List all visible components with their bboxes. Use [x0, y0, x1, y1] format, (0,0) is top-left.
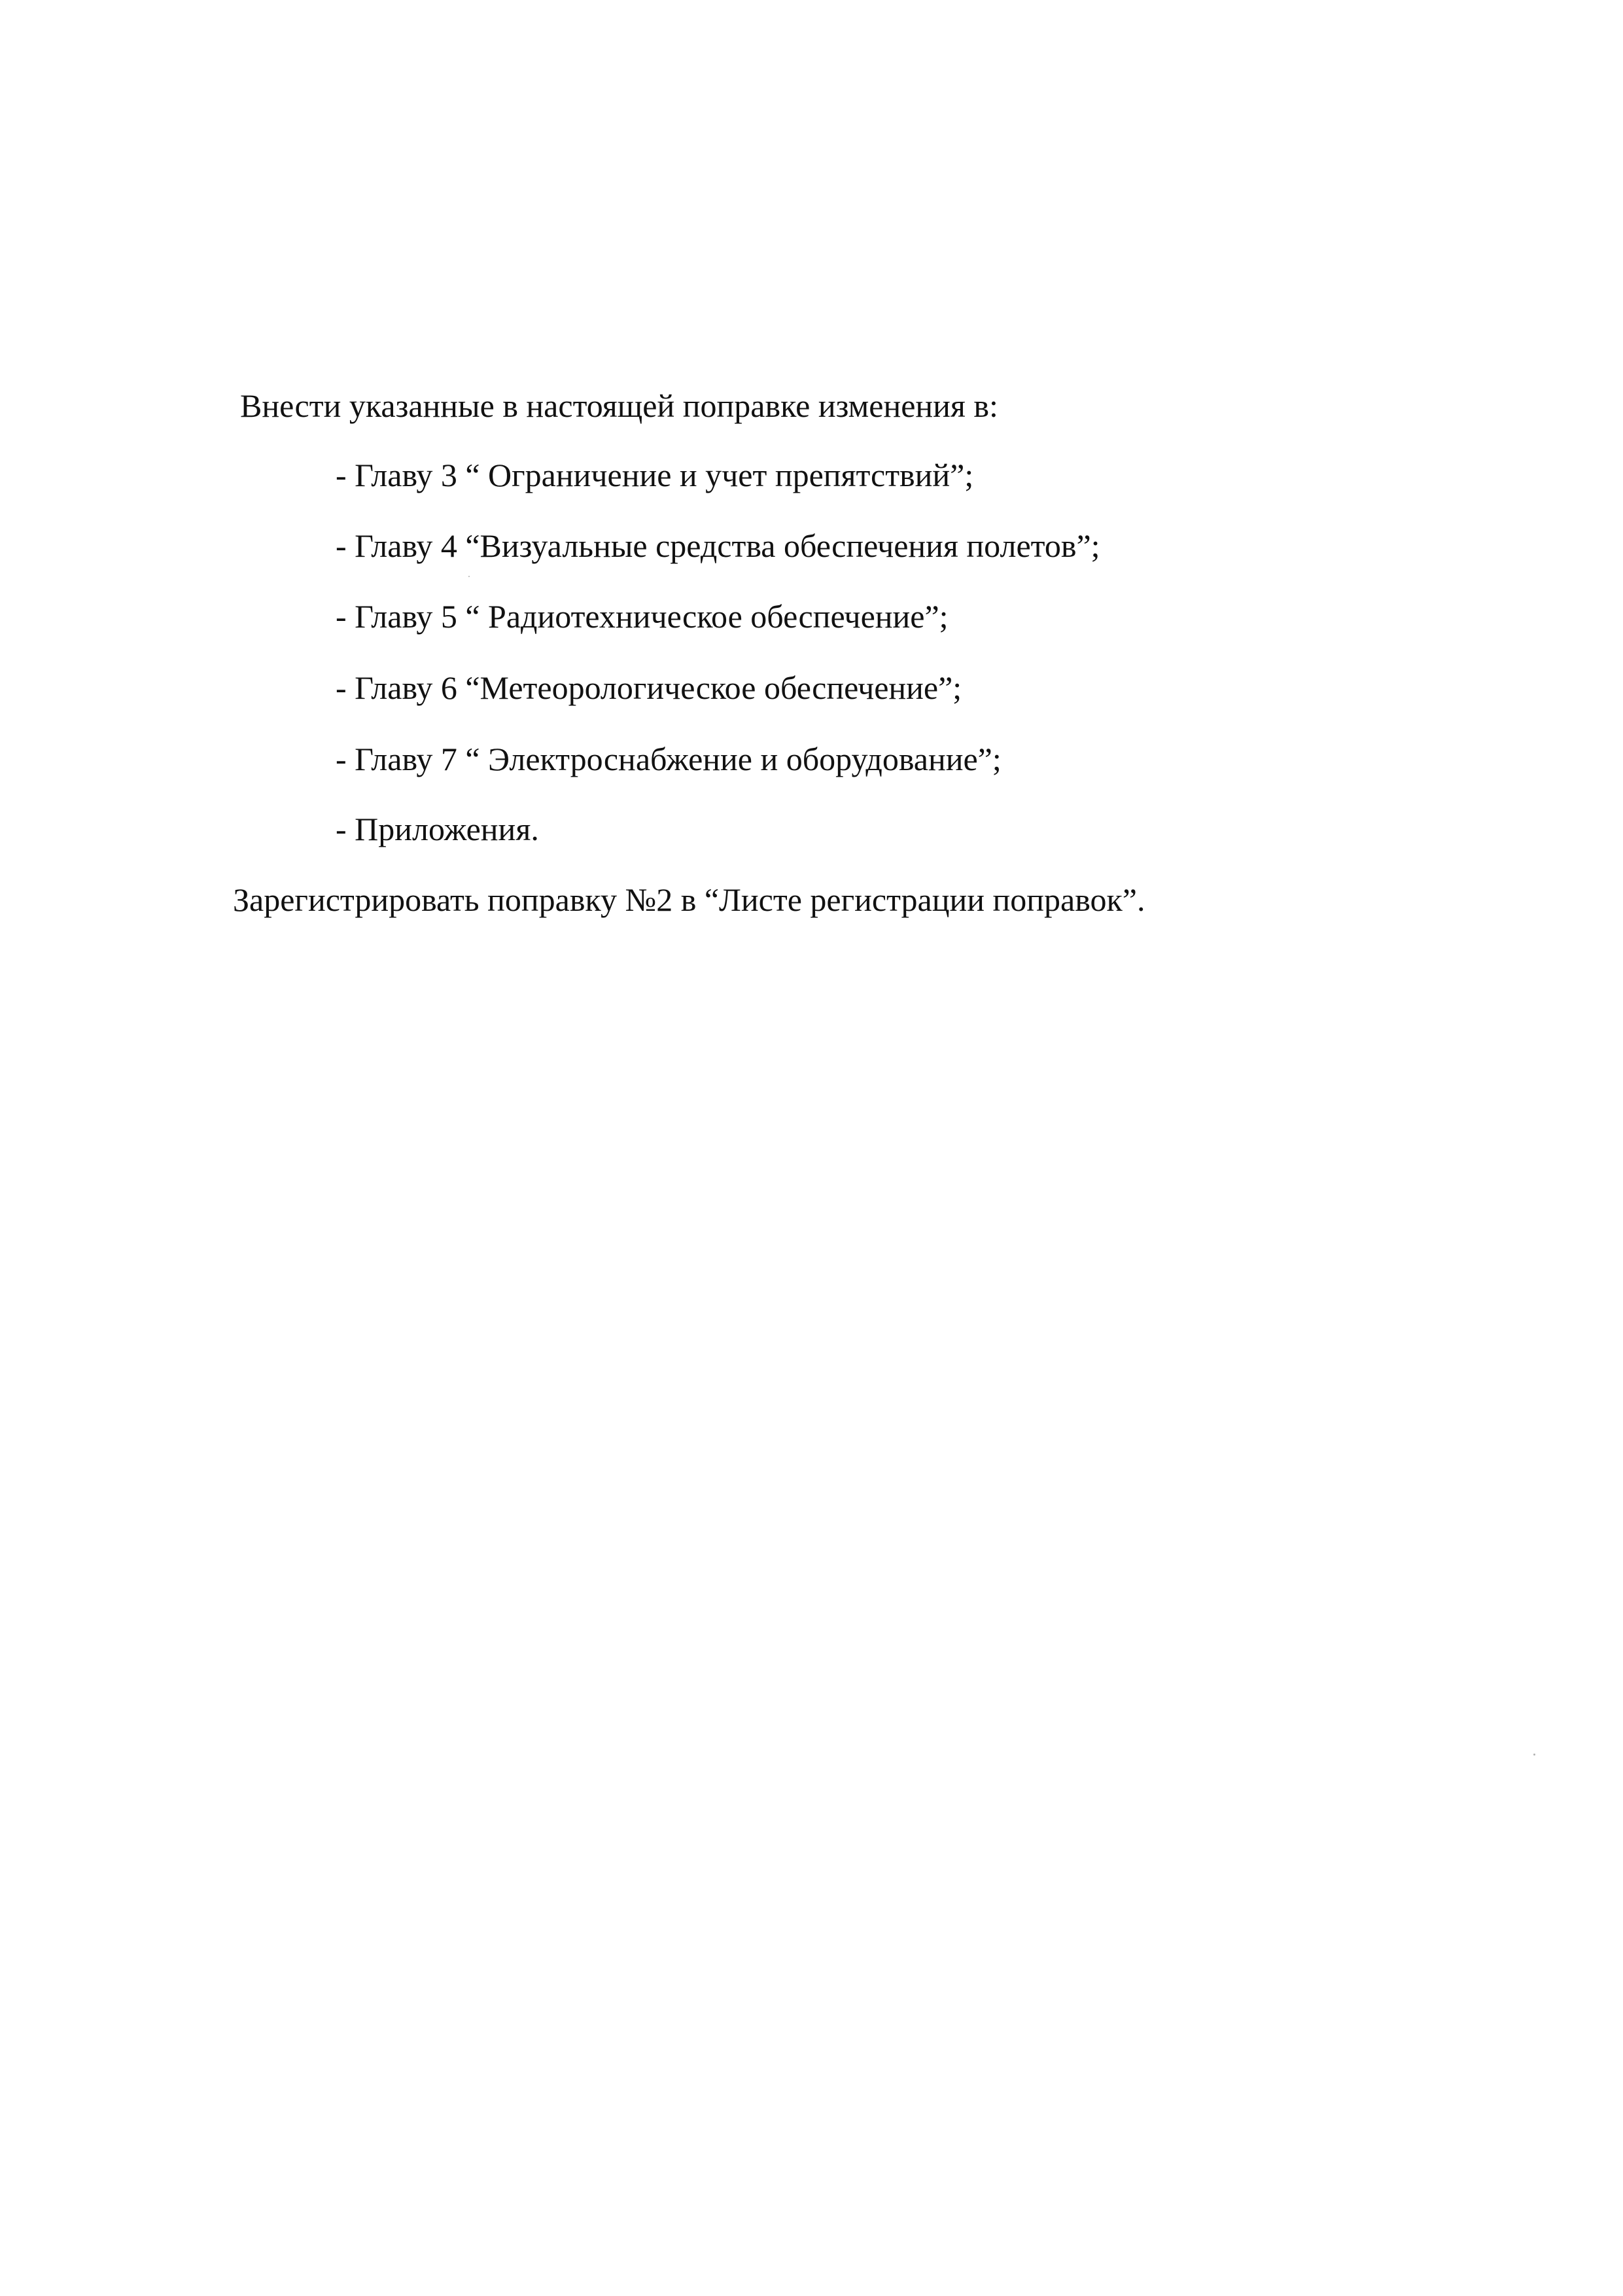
- scan-speck: [1533, 1754, 1535, 1756]
- list-item-chapter-3: - Главу 3 “ Ограничение и учет препятствий”;: [336, 457, 974, 493]
- list-item-chapter-6: - Главу 6 “Метеорологическое обеспечение”;: [336, 669, 962, 706]
- list-item-chapter-4: - Главу 4 “Визуальные средства обеспечения полетов”;: [336, 527, 1100, 564]
- scan-speck: [468, 576, 470, 577]
- intro-text: Внести указанные в настоящей поправке изменения в:: [240, 387, 998, 424]
- list-item-chapter-5: - Главу 5 “ Радиотехническое обеспечение”;: [336, 598, 949, 635]
- list-item-chapter-7: - Главу 7 “ Электроснабжение и оборудование”;: [336, 741, 1002, 777]
- registration-note: Зарегистрировать поправку №2 в “Листе регистрации поправок”.: [233, 881, 1145, 918]
- list-item-appendices: - Приложения.: [336, 811, 539, 847]
